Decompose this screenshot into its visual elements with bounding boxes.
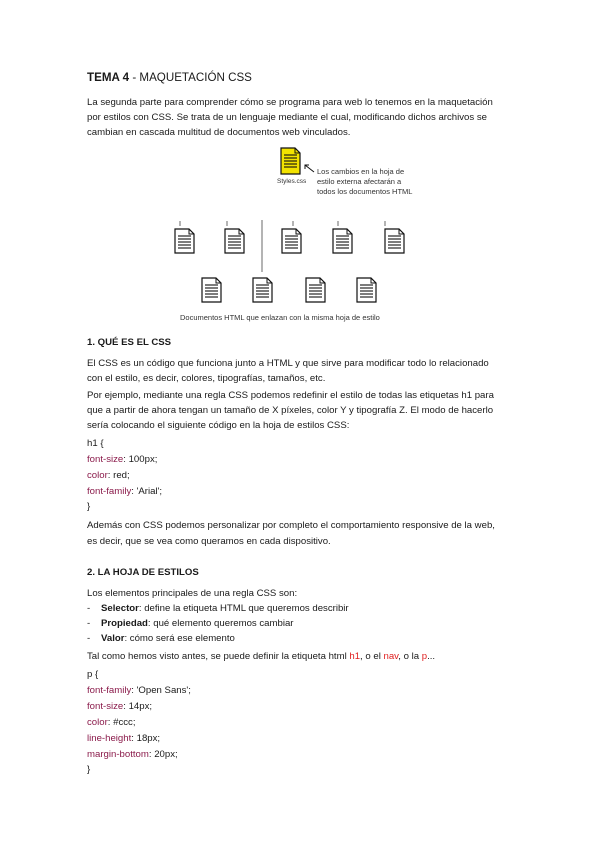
list-desc: : qué elemento queremos cambiar — [147, 618, 294, 629]
title-topic: TEMA 4 — [87, 71, 130, 84]
s1-p1-line-2: con el estilo, es decir, colores, tipografías, tamaños, etc. — [87, 373, 326, 384]
css-cascade-diagram — [0, 0, 600, 330]
s1-p2-line-2: que a partir de ahora tengan un tamaño de X píxeles, color Y y tipografía Z. El modo de hacerlo — [87, 405, 494, 416]
s1-p1-line-1: El CSS es un código que funciona junto a HTML y que sirve para modificar todo lo relacionado — [87, 358, 489, 369]
code-close-brace: } — [87, 501, 91, 512]
code-line — [87, 732, 160, 746]
section-1-heading: 1. QUÉ ES EL CSS — [87, 337, 172, 348]
code-close-brace: } — [87, 764, 91, 775]
css-value: : 100px; — [123, 454, 158, 465]
note-arrow-icon — [305, 165, 314, 172]
code-line — [87, 748, 178, 762]
list-term: Selector — [101, 603, 139, 614]
css-value: : red; — [107, 470, 130, 481]
note-line-1: Los cambios en la hoja de — [317, 167, 405, 176]
css-property: font-family — [87, 685, 132, 696]
html-document-icon — [282, 229, 301, 253]
html-document-icon — [333, 229, 352, 253]
css-property: margin-bottom — [87, 749, 149, 760]
s1-p2-line-1: Por ejemplo, mediante una regla CSS podemos redefinir el estilo de todas las etiquetas h1 para — [87, 390, 494, 401]
list-item: - Valor: cómo será ese elemento — [87, 633, 235, 644]
s2-p1: Los elementos principales de una regla CSS son: — [87, 588, 298, 599]
intro-line-2: por estilos con CSS. Se trata de un lenguaje mediante el cual, modificando dichos archivos se — [87, 112, 487, 123]
code-line — [87, 700, 152, 714]
note-line-2: estilo externa afectarán a — [317, 177, 402, 186]
intro-line-1: La segunda parte para comprender cómo se programa para web lo tenemos en la maquetación — [87, 97, 493, 108]
title-separator: - — [129, 71, 140, 84]
list-term: Propiedad — [101, 618, 148, 629]
css-value: : 14px; — [123, 701, 153, 712]
css-file-icon — [281, 148, 300, 174]
list-term: Valor — [101, 633, 125, 644]
css-property: font-size — [87, 454, 124, 465]
list-desc: : cómo será ese elemento — [124, 633, 235, 644]
css-property: line-height — [87, 733, 132, 744]
s1-p3-line-2: es decir, que se vea como queramos en cada dispositivo. — [87, 536, 331, 547]
css-file-label: Styles.css — [277, 178, 307, 185]
tag-h1: h1 — [349, 651, 361, 662]
html-document-icon — [306, 278, 325, 302]
code-line — [87, 453, 157, 467]
css-property: color — [87, 717, 108, 728]
diagram-caption: Documentos HTML que enlazan con la misma hoja de estilo — [180, 313, 380, 322]
css-value: : 18px; — [131, 733, 161, 744]
css-value: : 20px; — [148, 749, 178, 760]
s2-p2: Tal como hemos visto antes, se puede definir la etiqueta html h1, o el nav, o la p... — [87, 651, 436, 662]
css-property: font-size — [87, 701, 124, 712]
code-selector-h1: h1 { — [87, 438, 104, 449]
note-line-3: todos los documentos HTML — [317, 187, 413, 196]
css-property: color — [87, 470, 108, 481]
css-property: font-family — [87, 486, 132, 497]
code-selector-p: p { — [87, 669, 99, 680]
html-document-icon — [357, 278, 376, 302]
tag-nav: nav — [383, 651, 399, 662]
intro-line-3: cambian en cascada multitud de documentos web vinculados. — [87, 127, 351, 138]
code-line — [87, 684, 191, 698]
css-value: : #ccc; — [107, 717, 136, 728]
section-2-heading: 2. LA HOJA DE ESTILOS — [87, 567, 199, 578]
html-document-icon — [175, 229, 194, 253]
code-line — [87, 716, 136, 730]
html-document-icon — [385, 229, 404, 253]
css-value: : 'Arial'; — [131, 486, 163, 497]
html-document-icon — [202, 278, 221, 302]
s1-p3-line-1: Además con CSS podemos personalizar por completo el comportamiento responsive de la web, — [87, 520, 495, 531]
list-desc: : define la etiqueta HTML que queremos describir — [138, 603, 349, 614]
list-item: - Propiedad: qué elemento queremos cambiar — [87, 618, 294, 629]
tag-p: p — [421, 651, 428, 662]
css-value: : 'Open Sans'; — [131, 685, 191, 696]
title-subject: MAQUETACIÓN CSS — [139, 71, 252, 84]
list-item: - Selector: define la etiqueta HTML que queremos describir — [87, 603, 349, 614]
code-line — [87, 469, 130, 483]
code-line — [87, 485, 162, 499]
html-document-icon — [225, 229, 244, 253]
s1-p2-line-3: sería colocando el siguiente código en la hoja de estilos CSS: — [87, 420, 350, 431]
html-document-icon — [253, 278, 272, 302]
